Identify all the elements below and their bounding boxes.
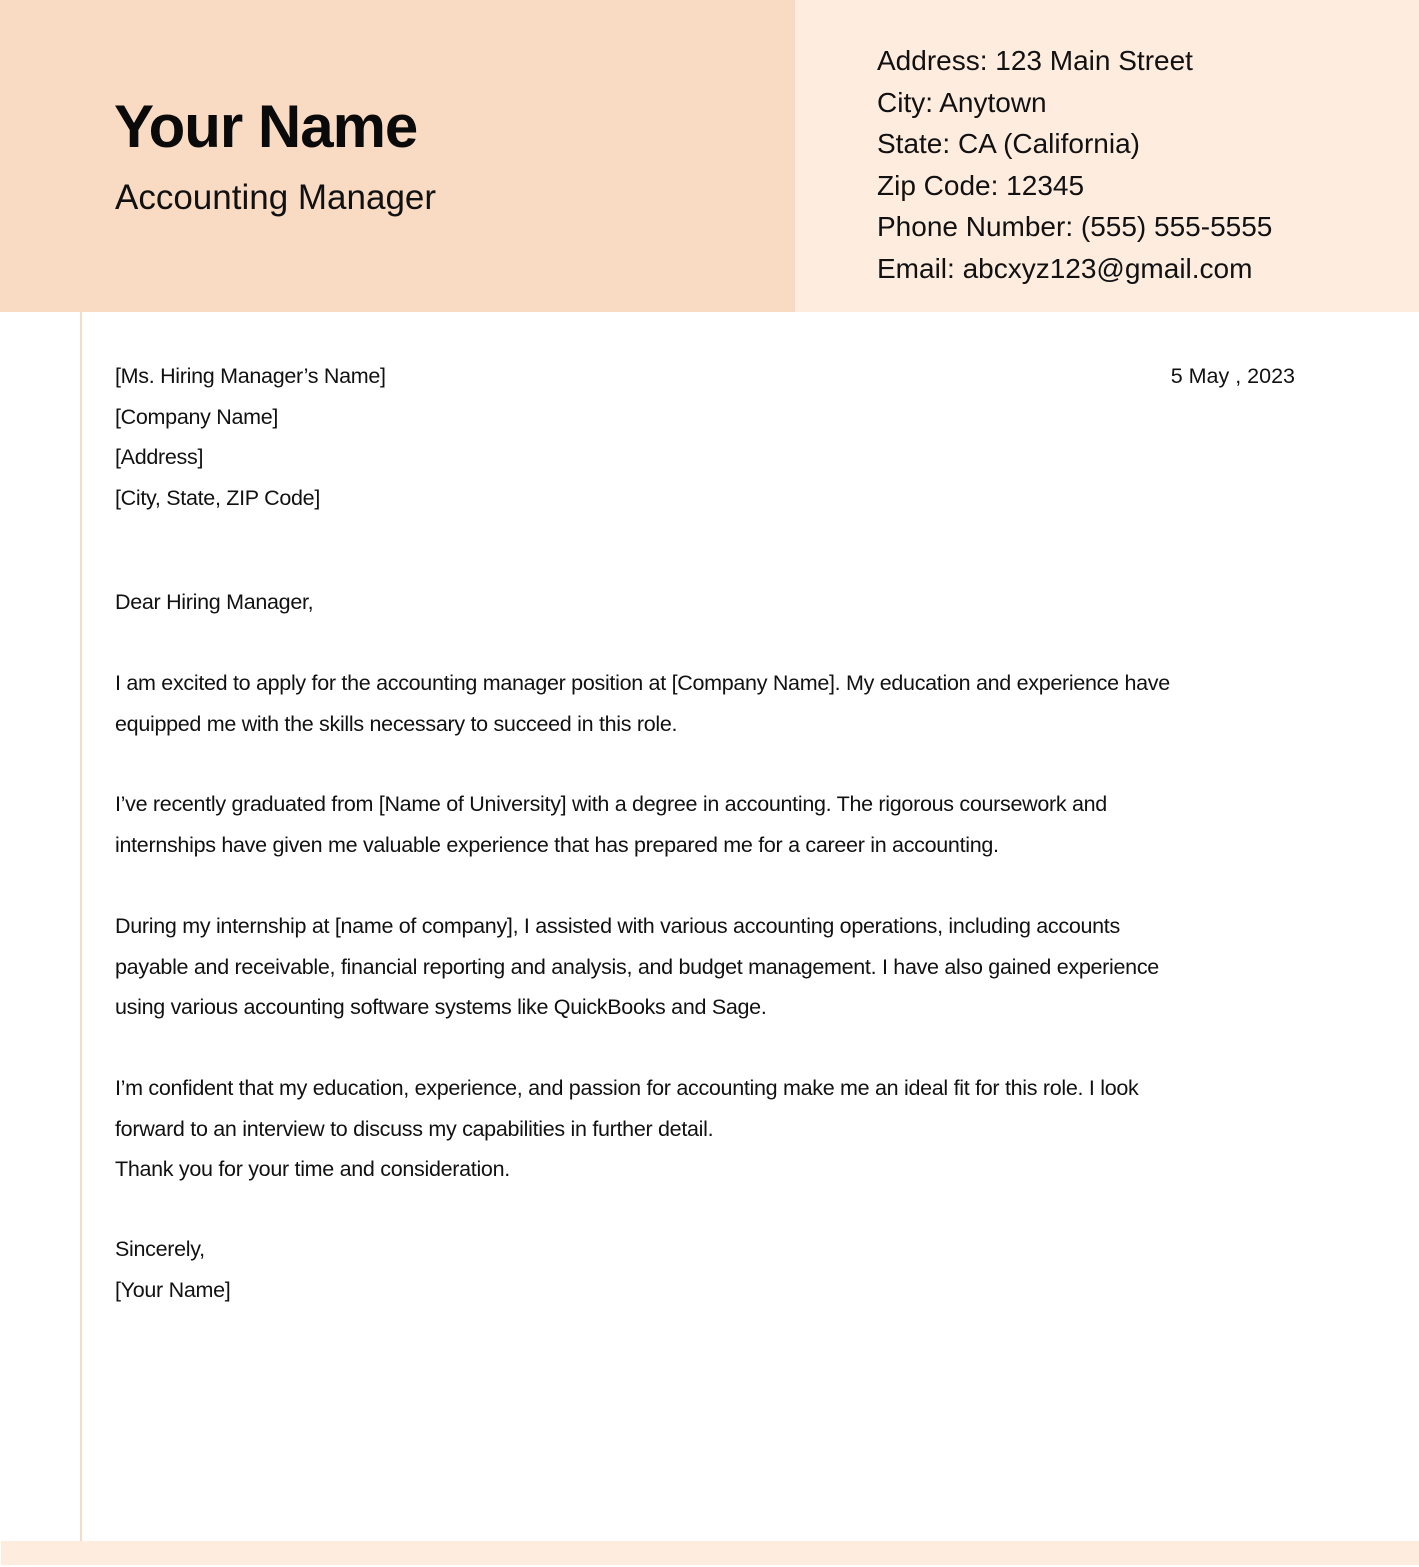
contact-zip: Zip Code: 12345 [877,169,1085,201]
closing-block [115,1229,230,1310]
contact-phone: Phone Number: (555) 555-5555 [877,211,1273,243]
contact-city: City: Anytown [877,86,1047,118]
paragraph-line: payable and receivable, financial reporting and analysis, and budget management. I have also gained experience [115,954,1159,979]
applicant-name: Your Name [114,93,418,160]
paragraph-1 [115,663,1170,744]
left-rule-divider [80,312,82,1541]
recipient-city: [City, State, ZIP Code] [115,485,321,510]
recipient-block [115,356,386,518]
contact-state: State: CA (California) [877,128,1140,160]
paragraph-line: forward to an interview to discuss my capabilities in further detail. [115,1116,714,1141]
paragraph-2 [115,784,1107,865]
letter-date: 5 May , 2023 [1170,364,1295,388]
paragraph-line: internships have given me valuable experience that has prepared me for a career in accounting. [115,832,999,857]
recipient-company: [Company Name] [115,404,279,429]
paragraph-4 [115,1068,1138,1190]
contact-address: Address: 123 Main Street [877,45,1193,76]
paragraph-line: During my internship at [name of company], I assisted with various accounting operations, including accounts [115,914,1120,938]
contact-info [877,40,1272,290]
paragraph-line: I’ve recently graduated from [Name of University] with a degree in accounting. The rigorous coursework and [115,792,1107,816]
recipient-address: [Address] [115,445,204,469]
paragraph-line: Thank you for your time and consideration. [115,1157,510,1181]
closing-signature: [Your Name] [115,1277,231,1302]
salutation: Dear Hiring Manager, [115,590,314,614]
job-title: Accounting Manager [115,178,437,217]
paragraph-3 [115,906,1159,1028]
recipient-name: [Ms. Hiring Manager’s Name] [115,364,386,388]
paragraph-line: equipped me with the skills necessary to succeed in this role. [115,711,678,736]
contact-email: Email: abcxyz123@gmail.com [877,252,1253,284]
closing-sincerely: Sincerely, [115,1237,205,1261]
paragraph-line: I’m confident that my education, experience, and passion for accounting make me an ideal fit for this role. I look [115,1076,1139,1100]
paragraph-line: using various accounting software systems like QuickBooks and Sage. [115,995,767,1019]
paragraph-line: I am excited to apply for the accounting manager position at [Company Name]. My education and experience have [115,671,1170,695]
footer-band [1,1541,1419,1565]
header-name-panel [0,0,795,312]
